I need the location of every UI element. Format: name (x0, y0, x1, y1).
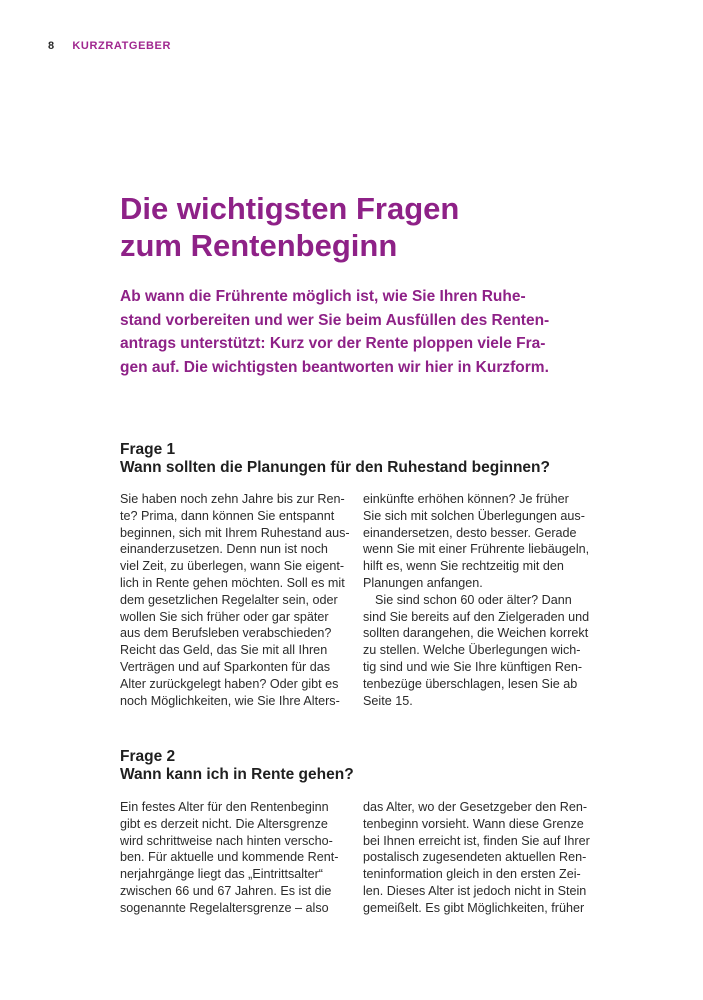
body-line: zwischen 66 und 67 Jahren. Es ist die (120, 883, 332, 898)
body-line: viel Zeit, zu überlegen, wann Sie eigent- (120, 559, 345, 574)
body-line: te? Prima, dann können Sie entspannt (120, 508, 335, 523)
title-line: Die wichtigsten Fragen (120, 191, 460, 226)
body-line: hilft es, wenn Sie rechtzeitig mit den (363, 559, 564, 574)
body-line: Alter zurückgelegt haben? Oder gibt es (120, 676, 339, 691)
body-line: Sie sich mit solchen Überlegungen aus- (363, 508, 585, 523)
question-title: Wann sollten die Planungen für den Ruhestand beginnen? (120, 459, 550, 476)
body-line: Seite 15. (363, 693, 413, 708)
body-line: zu stellen. Welche Überlegungen wich- (363, 643, 581, 658)
body-line: Reicht das Geld, das Sie mit all Ihren (120, 643, 328, 658)
lead-paragraph (120, 285, 570, 379)
body-line: das Alter, wo der Gesetzgeber den Ren- (363, 800, 588, 814)
body-line: aus dem Berufsleben verabschieden? (120, 626, 332, 641)
lead-line: stand vorbereiten und wer Sie beim Ausfüllen des Renten- (120, 311, 550, 329)
body-line: einandersetzen, desto besser. Gerade (363, 525, 577, 540)
section-label: KURZRATGEBER (72, 40, 172, 52)
body-line: bei Ihnen erreicht ist, finden Sie auf Ihrer (363, 833, 590, 848)
page-title (120, 190, 640, 264)
question-2-column-right (363, 799, 593, 917)
body-line: Planungen anfangen. (363, 575, 483, 590)
page-number: 8 (48, 40, 55, 52)
body-line: einanderzusetzen. Denn nun ist noch (120, 542, 328, 557)
question-1-column-right (363, 491, 593, 709)
body-line: tig sind und wie Sie Ihre künftigen Ren- (363, 659, 583, 674)
body-line: ben. Für aktuelle und kommende Rent- (120, 850, 339, 865)
body-line: lich in Rente gehen möchten. Soll es mit (120, 575, 345, 590)
body-line: noch Möglichkeiten, wie Sie Ihre Alters- (120, 693, 340, 708)
question-1-heading (120, 441, 590, 477)
body-line: Sie haben noch zehn Jahre bis zur Ren- (120, 492, 345, 506)
body-line: tenbezüge überschlagen, lesen Sie ab (363, 676, 578, 691)
body-line: beginnen, sich mit Ihrem Ruhestand aus- (120, 525, 350, 540)
body-line: postalisch zugesendeten aktuellen Ren- (363, 850, 587, 865)
body-line: wird schrittweise nach hinten verscho- (120, 833, 333, 848)
body-line: dem gesetzlichen Regelalter sein, oder (120, 592, 338, 607)
question-label: Frage 1 (120, 441, 176, 458)
body-line: len. Dieses Alter ist jedoch nicht in Stein (363, 883, 587, 898)
body-line: Verträgen und auf Sparkonten für das (120, 659, 331, 674)
body-line: tenbeginn vorsieht. Wann diese Grenze (363, 816, 584, 831)
lead-line: Ab wann die Frührente möglich ist, wie Sie Ihren Ruhe- (120, 288, 526, 305)
body-line: Ein festes Alter für den Rentenbeginn (120, 800, 329, 814)
question-2-column-left (120, 799, 350, 917)
body-line: einkünfte erhöhen können? Je früher (363, 492, 569, 506)
body-line: wollen Sie sich früher oder gar später (120, 609, 329, 624)
question-1-column-left (120, 491, 350, 709)
body-line: gemeißelt. Es gibt Möglichkeiten, früher (363, 900, 585, 915)
question-title: Wann kann ich in Rente gehen? (120, 766, 354, 783)
running-head (48, 40, 171, 52)
body-line: sollten darangehen, die Weichen korrekt (363, 626, 589, 641)
lead-line: gen auf. Die wichtigsten beantworten wir hier in Kurzform. (120, 358, 549, 376)
title-line: zum Rentenbeginn (120, 228, 398, 263)
body-line: gibt es derzeit nicht. Die Altersgrenze (120, 816, 328, 831)
lead-line: antrags unterstützt: Kurz vor der Rente ploppen viele Fra- (120, 335, 546, 353)
body-line: teninformation gleich in den ersten Zei- (363, 867, 581, 882)
question-2-heading (120, 748, 590, 784)
body-line: sind Sie bereits auf den Zielgeraden und (363, 609, 590, 624)
body-line: wenn Sie mit einer Frührente liebäugeln, (363, 542, 590, 557)
body-line: sogenannte Regelaltersgrenze – also (120, 900, 329, 915)
body-line: Sie sind schon 60 oder älter? Dann (375, 592, 572, 607)
question-label: Frage 2 (120, 748, 176, 765)
body-line: nerjahrgänge liegt das „Eintrittsalter“ (120, 867, 324, 882)
